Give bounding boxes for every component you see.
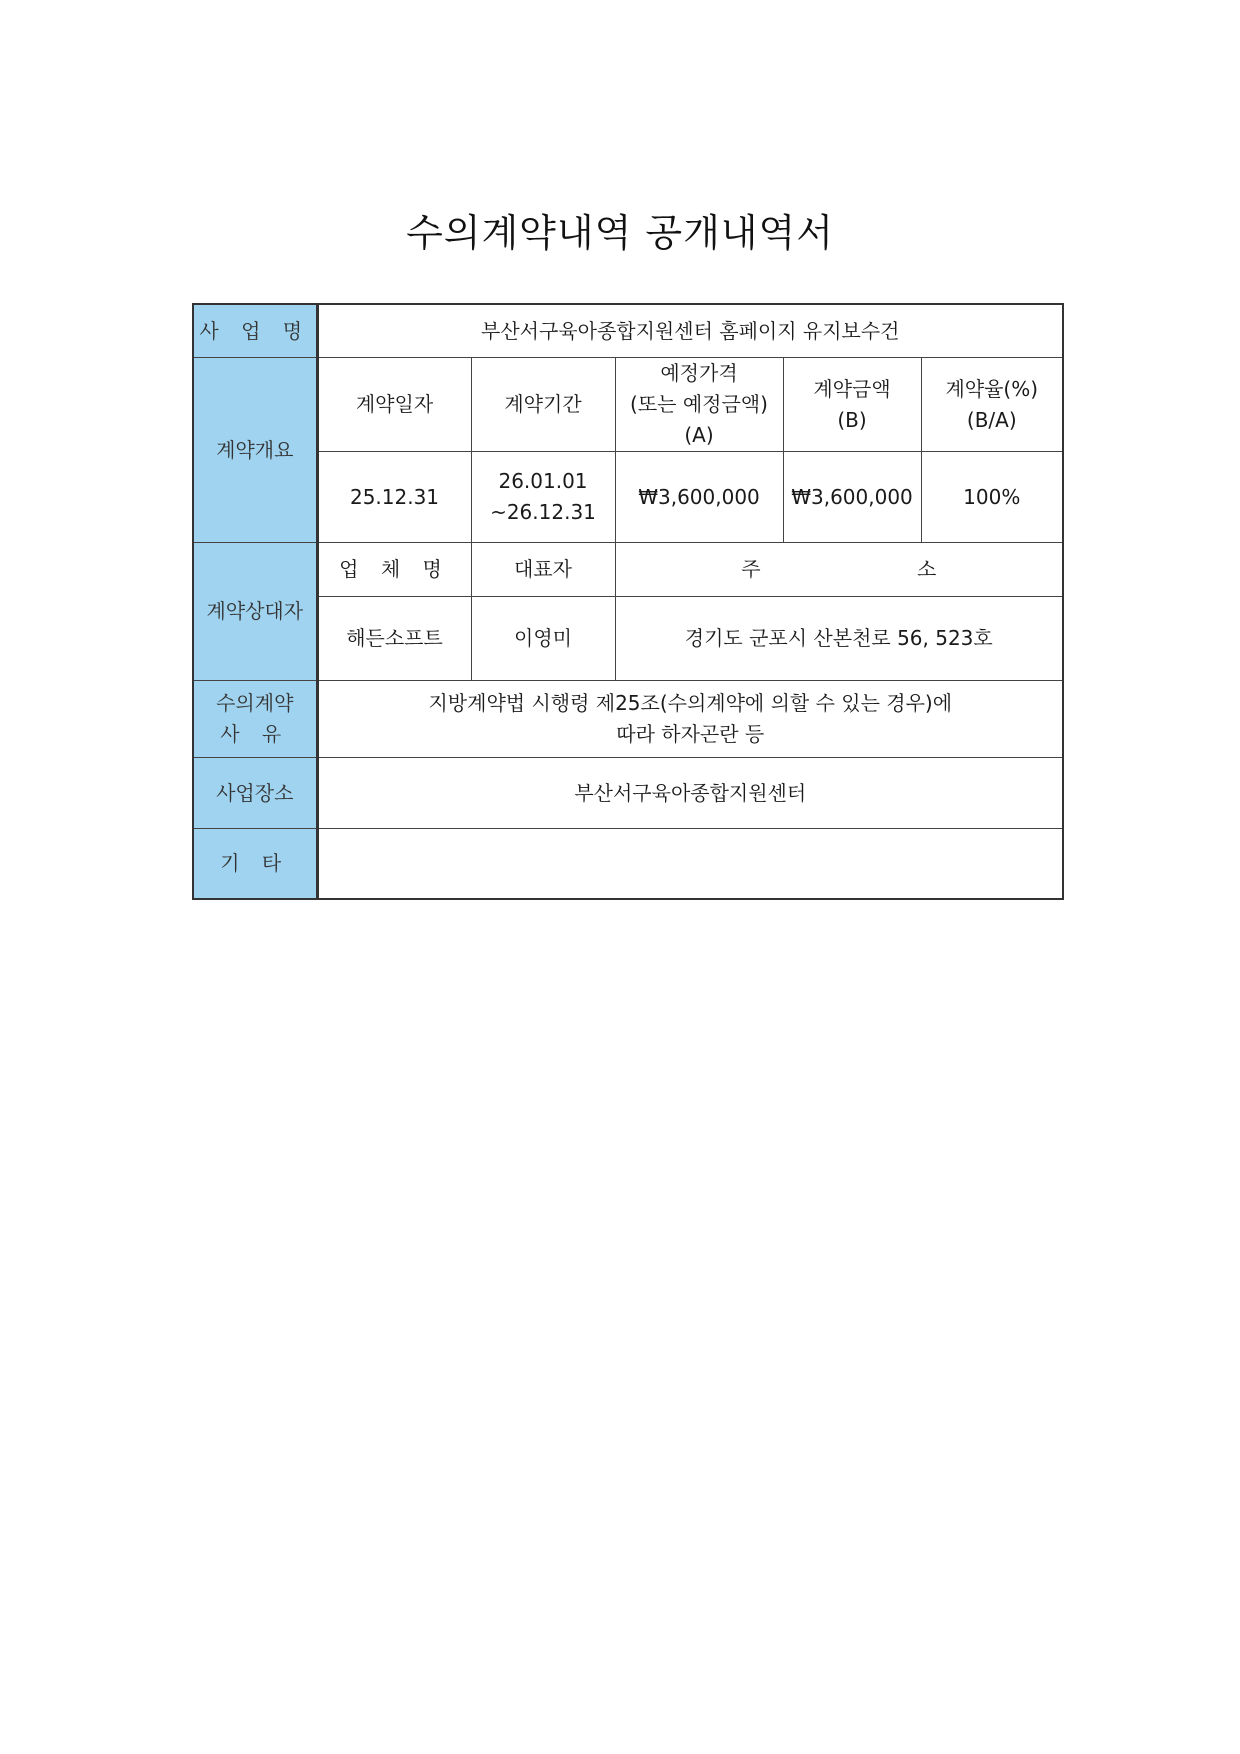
document-title: 수의계약내역 공개내역서 bbox=[406, 211, 834, 255]
place-value: 부산서구육아종합지원센터 bbox=[317, 758, 1063, 829]
reason-value-line: 따라 하자곤란 등 bbox=[616, 722, 765, 746]
contract-rate-header bbox=[921, 358, 1063, 452]
contract-period-header: 계약기간 bbox=[471, 358, 615, 452]
party-value-row bbox=[193, 597, 1063, 681]
project-name-value: 부산서구육아종합지원센터 홈페이지 유지보수건 bbox=[317, 304, 1063, 358]
contract-amount-value: ₩3,600,000 bbox=[783, 452, 921, 543]
contract-disclosure-table bbox=[192, 303, 1064, 900]
project-name-row bbox=[193, 304, 1063, 358]
contract-period-end: ~26.12.31 bbox=[490, 500, 596, 524]
estimated-price-header-line: (A) bbox=[684, 423, 714, 447]
address-header: 주 소 bbox=[615, 543, 1063, 597]
place-row bbox=[193, 758, 1063, 829]
company-value: 해든소프트 bbox=[317, 597, 471, 681]
etc-label: 기 타 bbox=[193, 829, 317, 900]
contract-amount-header bbox=[783, 358, 921, 452]
party-header-row bbox=[193, 543, 1063, 597]
contract-rate-header-line: (B/A) bbox=[966, 407, 1017, 432]
contract-date-header: 계약일자 bbox=[317, 358, 471, 452]
contract-amount-header-line: (B) bbox=[837, 407, 867, 432]
etc-row bbox=[193, 829, 1063, 900]
contract-rate-header-line: 계약율(%) bbox=[945, 376, 1039, 401]
contract-amount-header-line: 계약금액 bbox=[813, 376, 891, 401]
reason-label-line: 사 유 bbox=[220, 722, 290, 746]
estimated-price-header-line: 예정가격 bbox=[660, 361, 738, 385]
estimated-price-header bbox=[615, 358, 783, 452]
reason-value bbox=[317, 681, 1063, 758]
overview-value-row bbox=[193, 452, 1063, 543]
overview-header-row bbox=[193, 358, 1063, 452]
contract-rate-value: 100% bbox=[921, 452, 1063, 543]
overview-label: 계약개요 bbox=[193, 358, 317, 543]
representative-header: 대표자 bbox=[471, 543, 615, 597]
reason-label bbox=[193, 681, 317, 758]
reason-value-line: 지방계약법 시행령 제25조(수의계약에 의할 수 있는 경우)에 bbox=[428, 691, 953, 715]
project-name-label: 사 업 명 bbox=[193, 304, 317, 358]
contract-period-value bbox=[471, 452, 615, 543]
contract-date-value: 25.12.31 bbox=[317, 452, 471, 543]
estimated-price-header-line: (또는 예정금액) bbox=[630, 392, 768, 416]
address-value: 경기도 군포시 산본천로 56, 523호 bbox=[615, 597, 1063, 681]
company-header: 업 체 명 bbox=[317, 543, 471, 597]
estimated-price-value: ₩3,600,000 bbox=[615, 452, 783, 543]
reason-row bbox=[193, 681, 1063, 758]
place-label: 사업장소 bbox=[193, 758, 317, 829]
party-label: 계약상대자 bbox=[193, 543, 317, 681]
contract-period-start: 26.01.01 bbox=[498, 469, 588, 493]
etc-value bbox=[317, 829, 1063, 900]
reason-label-line: 수의계약 bbox=[216, 691, 294, 715]
representative-value: 이영미 bbox=[471, 597, 615, 681]
